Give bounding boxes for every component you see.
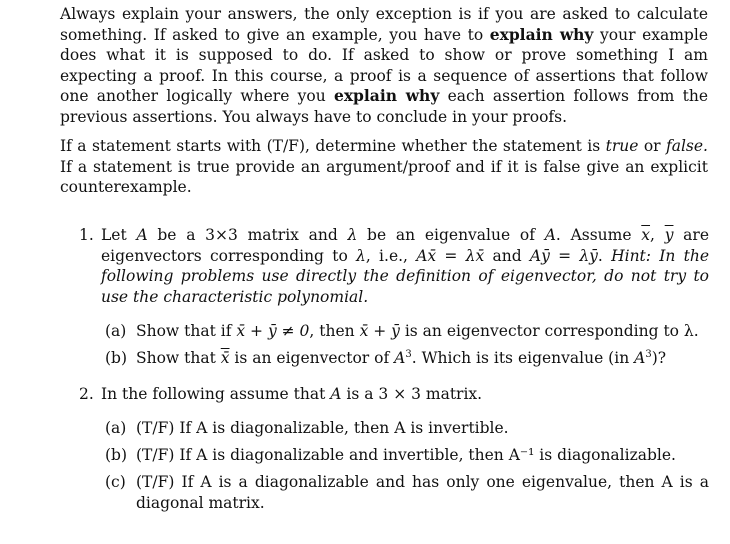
part-text: (T/F) If A is diagonalizable, then A is invertible. [136, 419, 509, 437]
tf-instructions-paragraph [60, 136, 708, 198]
part-label: (b) [105, 446, 128, 464]
hint-text: Hint: In the following problems use directly the definition of eigenvector, do not try to use the characteristic polynomial. [101, 246, 709, 306]
true-word: true [605, 137, 639, 155]
problem-number: 2. [79, 385, 94, 403]
statement-text: Let [101, 226, 137, 244]
statement-text: . Assume [555, 226, 642, 244]
part-text-segment: is an eigenvector of [229, 349, 395, 367]
exponent: 3 [405, 348, 412, 360]
tf-text: or [638, 137, 666, 155]
instructions-text: your example does what it is supposed to do. If asked to show or prove something I am expecting a proof. In this course, a proof is a sequence of assertions that follow one another logically where you [60, 25, 708, 105]
matrix-symbol: A [634, 349, 646, 367]
part-label: (c) [105, 473, 126, 491]
statement-text: be a 3×3 matrix and [147, 226, 348, 244]
eigen-equation-x: Ax̄ = λx̄ [416, 246, 485, 265]
statement-text: , [650, 226, 665, 244]
instructions-text: Always explain your answers, the only exception is if you are asked to calculate something. If asked to give an example, you have to [60, 5, 708, 44]
matrix-symbol: A [544, 226, 556, 244]
part-text-segment: Show that [136, 349, 221, 367]
matrix-symbol: A [136, 226, 148, 244]
part-text-segment: )? [651, 349, 667, 367]
lambda-symbol: λ [356, 246, 366, 265]
part-label: (a) [105, 419, 127, 437]
exponent: 3 [645, 348, 652, 360]
part-text [136, 321, 709, 342]
part-text-segment: , then [309, 322, 360, 340]
emphasis-explain-why: explain why [333, 86, 440, 105]
part-text-segment: Show that if [136, 322, 237, 340]
math-expression: x̄ + ȳ ≠ 0 [236, 322, 310, 340]
problem-2-statement [101, 384, 709, 405]
part-text-segment: . Which is its eigenvalue (in [411, 349, 635, 367]
statement-text: , i.e., [365, 246, 417, 265]
statement-text: are eigenvectors corresponding to [101, 226, 710, 265]
vector-x: $\overline{x}$ [641, 226, 651, 244]
statement-text: and [484, 246, 530, 265]
false-word: false. [665, 137, 708, 155]
instructions-paragraph [60, 4, 708, 127]
part-text: (T/F) If A is a diagonalizable and has only one eigenvalue, then A is a diagonal matrix. [136, 473, 709, 512]
problem-number: 1. [79, 226, 94, 244]
lambda-symbol: λ [347, 226, 358, 244]
part-text-segment: is an eigenvector corresponding to λ. [399, 322, 699, 340]
part-label: (a) [105, 322, 127, 340]
part-text [136, 348, 709, 369]
math-expression: x̄ + ȳ [359, 322, 400, 340]
tf-text: If a statement is true provide an argument/proof and if it is false give an explicit counterexample. [60, 157, 708, 196]
matrix-symbol: A [330, 385, 342, 403]
vector-y: $\overline{y}$ [664, 226, 674, 244]
matrix-symbol: A [394, 349, 406, 367]
instructions-text: each assertion follows from the previous assertions. You always have to conclude in your proofs. [60, 87, 709, 126]
statement-text: . [597, 246, 612, 265]
part-label: (b) [105, 349, 128, 367]
part-text: (T/F) If A is diagonalizable and invertible, then A⁻¹ is diagonalizable. [136, 446, 676, 464]
statement-text: be an eigenvalue of [357, 226, 545, 244]
statement-text: In the following assume that [101, 385, 331, 403]
problem-1-statement [101, 225, 709, 307]
vector-x: x̄ [220, 349, 230, 367]
statement-text: is a 3 × 3 matrix. [341, 385, 483, 403]
tf-text: If a statement starts with (T/F), determine whether the statement is [60, 137, 606, 155]
emphasis-explain-why: explain why [489, 24, 594, 44]
eigen-equation-y: Aȳ = λȳ [529, 246, 598, 265]
